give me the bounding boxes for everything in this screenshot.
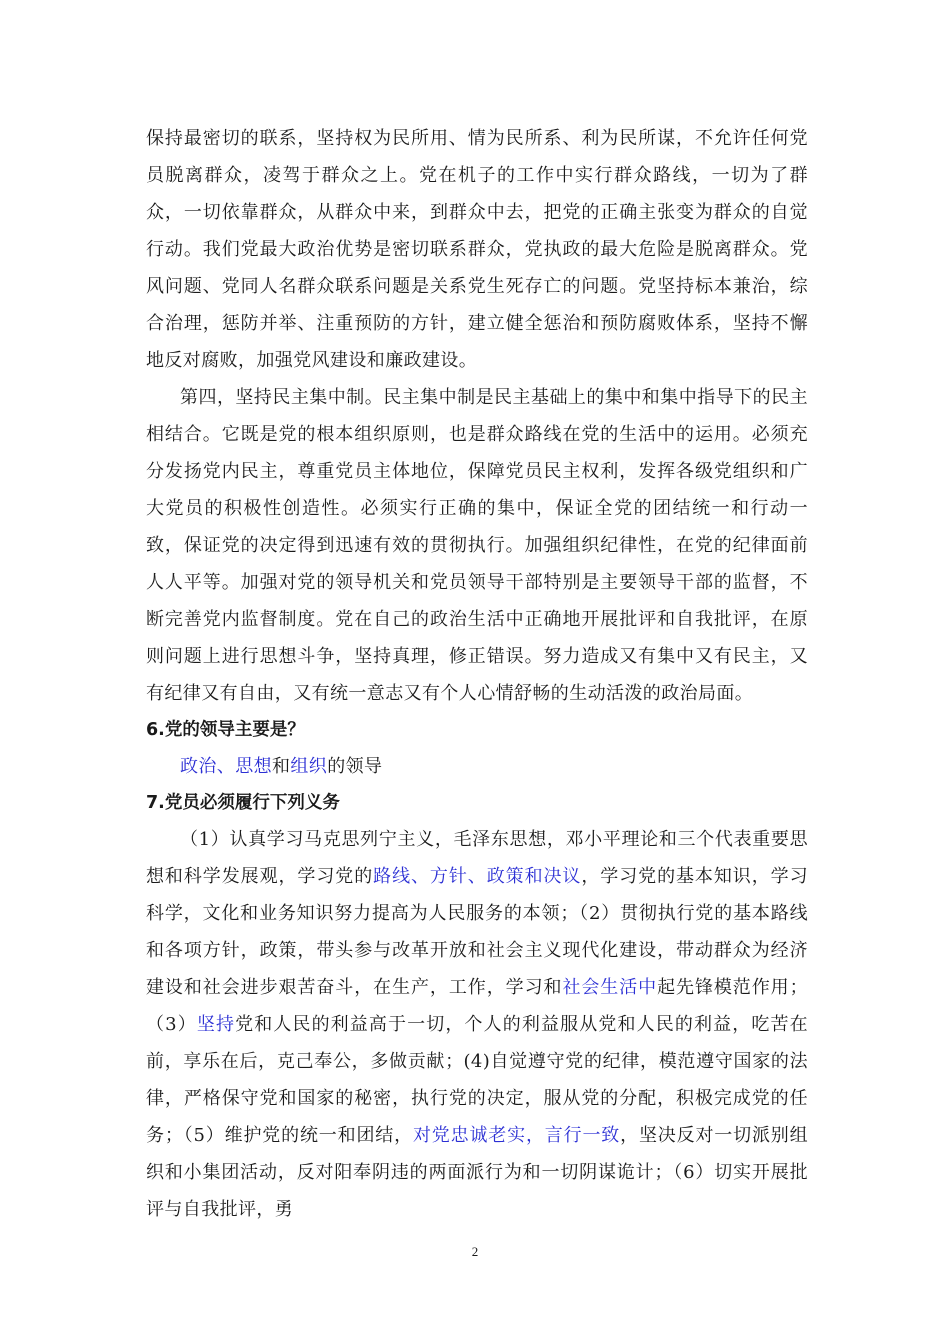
- paragraph-mass-line: 保持最密切的联系，坚持权为民所用、情为民所系、利为民所谋，不允许任何党员脱离群众，凌驾于群众之上。党在机子的工作中实行群众路线，一切为了群众，一切依靠群众，从群众中来，到群众中去，把党的正确主张变为群众的自觉行动。我们党最大政治优势是密切联系群众，党执政的最大危险是脱离群众。党风问题、党同人名群众联系问题是关系党生死存亡的问题。党坚持标本兼治，综合治理，惩防并举、注重预防的方针，建立健全惩治和预防腐败体系，坚持不懈地反对腐败，加强党风建设和廉政建设。: [146, 128, 808, 371]
- duties-text-5: ，坚决反对一切派别组织和小集团活动，反对阳奉阴违的两面派行为和一切阴谋诡计；（6）切实开展批评与自我批评，勇: [146, 1125, 809, 1220]
- duties-text-1: （1）认真学习马克思列宁主义，毛泽东思想，邓小平理论和三个代表重要思想和科学发展观，学习党的: [146, 829, 808, 887]
- answer-highlight-politics-thought: 政治、思想: [180, 756, 272, 777]
- duties-highlight-line-policy: 路线、方针、政策和决议: [373, 866, 582, 887]
- question-6-heading: 6.党的领导主要是？: [146, 720, 305, 740]
- duties-text-3: 起先锋模范作用；（3）: [146, 977, 808, 1035]
- duties-highlight-persist: 坚持: [196, 1014, 236, 1035]
- question-7-heading: 7.党员必须履行下列义务: [146, 793, 340, 813]
- answer-text-and: 和: [272, 756, 291, 777]
- question-7-duties: [146, 821, 808, 1228]
- document-body: [146, 120, 808, 1228]
- answer-text-leadership: 的领导: [327, 756, 383, 777]
- page-number: 2: [471, 1244, 479, 1259]
- duties-text-4: 党和人民的利益高于一切，个人的利益服从党和人民的利益，吃苦在前，享乐在后，克己奉公，多做贡献；(4)自觉遵守党的纪律，模范遵守国家的法律，严格保守党和国家的秘密，执行党的决定，服从党的分配，积极完成党的任务；（5）维护党的统一和团结，: [146, 1014, 808, 1146]
- duties-text-2: ，学习党的基本知识，学习科学，文化和业务知识努力提高为人民服务的本领；（2）贯彻执行党的基本路线和各项方针，政策，带头参与改革开放和社会主义现代化建设，带动群众为经济建设和社会进步艰苦奋斗，在生产，工作，学习和: [146, 866, 808, 998]
- answer-highlight-organization: 组织: [290, 756, 328, 777]
- paragraph-democratic-centralism: 第四，坚持民主集中制。民主集中制是民主基础上的集中和集中指导下的民主相结合。它既是党的根本组织原则，也是群众路线在党的生活中的运用。必须充分发扬党内民主，尊重党员主体地位，保障党员民主权利，发挥各级党组织和广大党员的积极性创造性。必须实行正确的集中，保证全党的团结统一和行动一致，保证党的决定得到迅速有效的贯彻执行。加强组织纪律性，在党的纪律面前人人平等。加强对党的领导机关和党员领导干部特别是主要领导干部的监督，不断完善党内监督制度。党在自己的政治生活中正确地开展批评和自我批评，在原则问题上进行思想斗争，坚持真理，修正错误。努力造成又有集中又有民主，又有纪律又有自由，又有统一意志又有个人心情舒畅的生动活泼的政治局面。: [146, 387, 808, 704]
- duties-highlight-loyalty: 对党忠诚老实，言行一致: [412, 1125, 621, 1146]
- duties-highlight-social-life: 社会生活中: [562, 977, 658, 998]
- question-6-answer: [146, 748, 808, 785]
